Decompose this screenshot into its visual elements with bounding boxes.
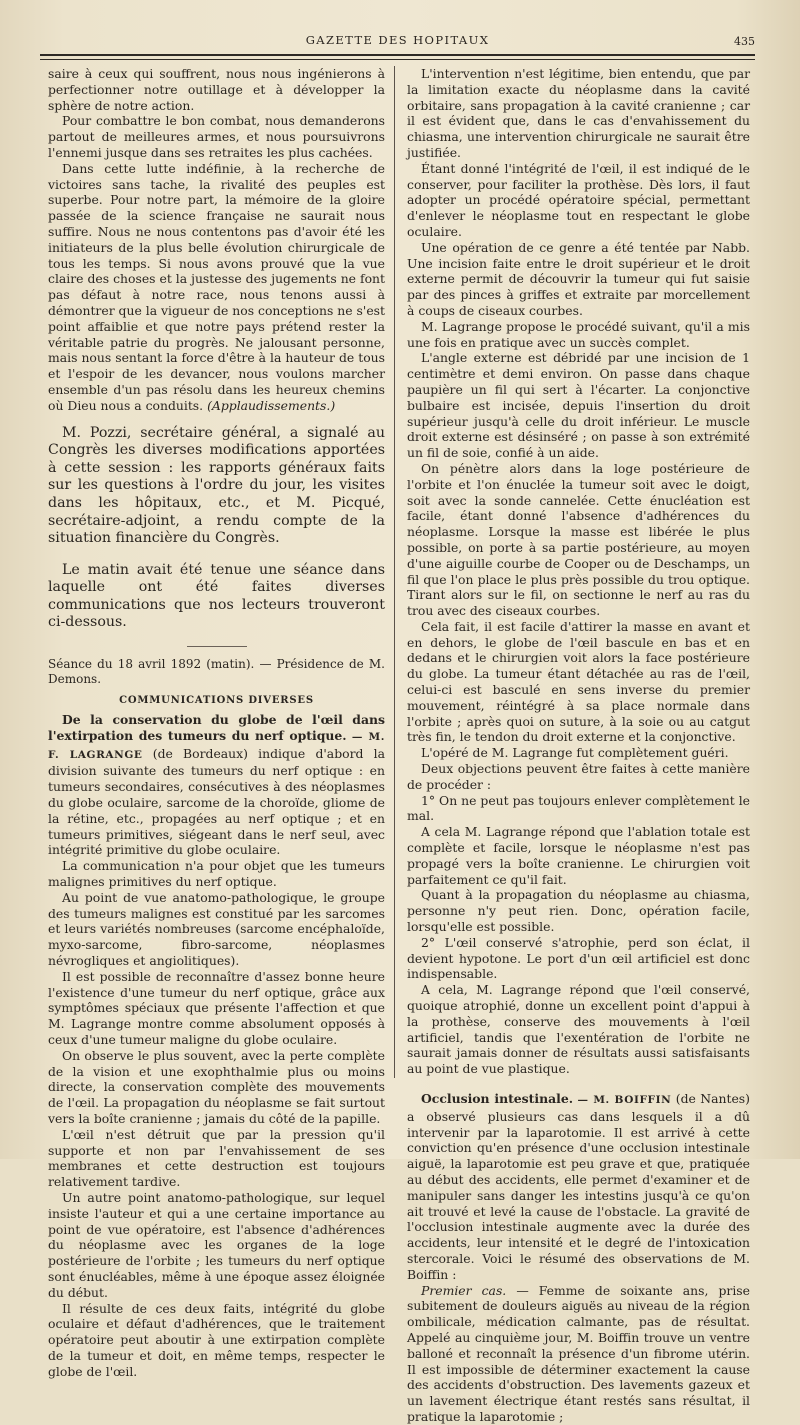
- paragraph: L'opéré de M. Lagrange fut complètement guéri.: [421, 745, 729, 761]
- session-heading: Séance du 18 avril 1892 (matin). — Présidence de M. Demons.: [48, 657, 385, 687]
- paragraph-text: (de Nantes) a observé plusieurs cas dans lesquels il a dû intervenir par la laparotomie. Il est arrivé à cette conviction qu'en présence d'une occlusion intestinale aiguë, la laparotomie est peu grave et que, pratiquée au début des accidents, elle permet d'examiner et de manipuler sans danger les intestins jusqu'à ce qu'on ait trouvé et levé la cause de l'obstacle. La gravité de l'occlusion intestinale augmente avec la durée des accidents, leur intensité et le degré de l'intoxication stercorale. Voici le résumé des observations de M. Boiffin :: [407, 1091, 750, 1282]
- paragraph: M. Lagrange propose le procédé suivant, qu'il a mis une fois en pratique avec un succès complet.: [407, 318, 750, 350]
- paragraph-text: (de Bordeaux) indique d'abord la division suivante des tumeurs du nerf optique : en tumeurs secondaires, consécutives à des néoplasmes du globe oculaire, sarcome de la choroïde, gliome de la rétine, etc., propagées au nerf optique ; et en tumeurs primitives, siégeant dans le nerf seul, avec intégrité primitive du globe oculaire.: [48, 745, 385, 858]
- paragraph: A cela, M. Lagrange répond que l'œil conservé, quoique atrophié, donne un excellent point d'appui à la prothèse, conserve des mouvements à l'œil artificiel, tandis que l'exentération de l'orbite ne saurait jamais donner de résultats aussi satisfaisants au point de vue plastique.: [407, 982, 750, 1077]
- paragraph: Pour combattre le bon combat, nous demanderons partout de meilleures armes, et nous poursuivrons l'ennemi jusque dans ses retraites les plus cachées.: [48, 113, 385, 160]
- journal-title: GAZETTE DES HOPITAUX: [305, 33, 490, 47]
- congress-summary: Le matin avait été tenue une séance dans laquelle ont été faites diverses communications que nos lecteurs trouveront ci-dessous.: [48, 561, 385, 631]
- paragraph: Il est possible de reconnaître d'assez bonne heure l'existence d'une tumeur du nerf optique, grâce aux symptômes spéciaux que présente l'affection et que M. Lagrange montre comme absolument opposés à ceux d'une tumeur maligne du globe oculaire.: [48, 968, 385, 1047]
- paragraph: L'angle externe est débridé par une incision de 1 centimètre et demi environ. On passe dans chaque paupière un fil qui sert à l'écarter. La conjonctive bulbaire est incisée, depuis l'insertion du droit supérieur jusqu'à celle du droit inférieur. Le muscle droit externe est désinséré ; on passe à son extrémité un fil de soie, confié à un aide.: [407, 350, 750, 461]
- paragraph: 1° On ne peut pas toujours enlever complètement le mal.: [407, 792, 750, 824]
- paragraph: L'intervention n'est légitime, bien entendu, que par la limitation exacte du néoplasme dans la cavité orbitaire, sans propagation à la cavité cranienne ; car il est évident que, dans le cas d'envahissement du chiasma, une intervention chirurgicale ne saurait être justifiée.: [407, 66, 750, 160]
- communication-paragraph: [48, 712, 385, 858]
- paragraph: [48, 161, 385, 414]
- communication-author: — M. F. LAGRANGE: [48, 730, 385, 761]
- paragraph: On observe le plus souvent, avec la perte complète de la vision et une exophthalmie plus ou moins directe, la conservation complète des mouvements de l'œil. La propagation du néoplasme se fait surtout vers la boîte cranienne ; jamais du côté de la papille.: [48, 1047, 385, 1126]
- communication-title: De la conservation du globe de l'œil dans l'extirpation des tumeurs du nerf optique.: [48, 712, 385, 743]
- paragraph: Un autre point anatomo-pathologique, sur lequel insiste l'auteur et qui a une certaine importance au point de vue opératoire, est l'absence d'adhérences du néoplasme avec les organes de la loge postérieure de l'orbite ; les tumeurs du nerf optique sont énucléables, même à une époque assez éloignée du début.: [48, 1189, 385, 1300]
- paragraph: 2° L'œil conservé s'atrophie, perd son éclat, il devient hypotone. Le port d'un œil artificiel est donc indispensable.: [407, 934, 750, 982]
- spacer: [407, 1077, 750, 1091]
- paragraph: Quant à la propagation du néoplasme au chiasma, personne n'y peut rien. Donc, opération facile, lorsqu'elle est possible.: [407, 887, 750, 935]
- page-header: [40, 30, 755, 52]
- applause-note: (Applaudissements.): [207, 397, 336, 413]
- paragraph: A cela M. Lagrange répond que l'ablation totale est complète et facile, lorsque le néoplasme n'est pas propagé vers la boîte cranienne. Le chirurgien voit parfaitement ce qu'il fait.: [407, 824, 750, 887]
- paragraph: On pénètre alors dans la loge postérieure de l'orbite et l'on énuclée la tumeur soit avec le doigt, soit avec la sonde cannelée. Cette énucléation est facile, étant donné l'absence d'adhérences du néoplasme. Lorsque la masse est libérée le plus possible, on porte à sa partie postérieure, au moyen d'une aiguille courbe de Cooper ou de Deschamps, un fil que l'on place le plus près possible du trou optique. Tirant alors sur le fil, on sectionne le nerf au ras du trou avec des ciseaux courbes.: [407, 460, 750, 619]
- paragraph-text: — Femme de soixante ans, prise subitement de douleurs aiguës au niveau de la région ombilicale, médication calmante, pas de résultat. Appelé au cinquième jour, M. Boiffin trouve un ventre balloné et reconnaît la présence d'un fibrome utérin. Il est impossible de déterminer exactement la cause des accidents d'obstruction. Des lavements gazeux et un lavement électrique étant restés sans résultat, il pratique la laparotomie ;: [407, 1282, 750, 1424]
- paragraph: saire à ceux qui souffrent, nous nous ingénierons à perfectionner notre outillage et à développer la sphère de notre action.: [48, 66, 385, 113]
- right-column: [407, 66, 750, 1425]
- paragraph-text: Dans cette lutte indéfinie, à la recherche de victoires sans tache, la rivalité des peuples est superbe. Pour notre part, la mémoire de la gloire passée de la science française ne saurait nous suffire. Nous ne nous contentons pas d'avoir été les initiateurs de la plus belle évolution chirurgicale de tous les temps. Si nous avons prouvé que la vue claire des choses et la justesse des jugements ne font pas défaut à notre race, nous tenons aussi à démontrer que la vigueur de nos conceptions ne s'est point affaiblie et que notre pays prétend rester la véritable patrie du progrès. Ne jalousant personne, mais nous sentant la force d'être à la hauteur de tous et l'espoir de les devancer, nous voulons marcher ensemble d'un pas résolu dans les heureux chemins où Dieu nous a conduits.: [48, 160, 385, 413]
- header-rule-thin: [40, 59, 755, 60]
- paragraph: Au point de vue anatomo-pathologique, le groupe des tumeurs malignes est constitué par les sarcomes et leurs variétés nombreuses (sarcome encéphaloïde, myxo-sarcome, fibro-sarcome, néoplasmes névrogliques et angiolitiques).: [48, 889, 385, 969]
- paragraph: L'œil n'est détruit que par la pression qu'il supporte et non par l'envahissement de ses membranes et cette destruction est toujours relativement tardive.: [48, 1126, 385, 1190]
- paragraph: Étant donné l'intégrité de l'œil, il est indiqué de le conserver, pour faciliter la prothèse. Dès lors, il faut adopter un procédé opératoire spécial, permettant d'enlever le néoplasme tout en respectant le globe oculaire.: [407, 160, 750, 239]
- header-rule-thick: [40, 54, 755, 56]
- congress-summary: M. Pozzi, secrétaire général, a signalé au Congrès les diverses modifications apportées à cette session : les rapports généraux faits sur les questions à l'ordre du jour, les visites dans les hôpitaux, etc., et M. Picqué, secrétaire-adjoint, a rendu compte de la situation financière du Congrès.: [48, 424, 385, 547]
- paragraph: Une opération de ce genre a été tentée par Nabb. Une incision faite entre le droit supérieur et le droit externe permit de découvrir la tumeur qui fut saisie par des pinces à griffes et extraite par morcellement à coups de ciseaux courbes.: [407, 239, 750, 318]
- separator-rule: [187, 646, 247, 647]
- paragraph: Cela fait, il est facile d'attirer la masse en avant et en dehors, le globe de l'œil bascule en bas et en dedans et le chirurgien voit alors la face postérieure du globe. La tumeur étant détachée au ras de l'œil, celui-ci est basculé en sens inverse du premier mouvement, réintégré à sa place normale dans l'orbite ; après quoi on suture, à la soie ou au catgut très fin, le tendon du droit externe et la conjonctive.: [407, 618, 750, 745]
- case-paragraph: [407, 1283, 750, 1425]
- column-divider: [394, 66, 395, 1078]
- case-label: Premier cas.: [421, 1282, 507, 1298]
- communication-author: — M. BOIFFIN: [577, 1094, 672, 1106]
- paragraph: Deux objections peuvent être faites à cette manière de procéder :: [407, 761, 750, 792]
- page-number: 435: [734, 35, 755, 48]
- section-title: COMMUNICATIONS DIVERSES: [119, 695, 314, 707]
- communication-title: Occlusion intestinale.: [421, 1091, 574, 1106]
- paragraph: Il résulte de ces deux faits, intégrité du globe oculaire et défaut d'adhérences, que le traitement opératoire peut aboutir à une extirpation complète de la tumeur et doit, en même temps, respecter le globe de l'œil.: [48, 1300, 385, 1379]
- communication-paragraph: [407, 1091, 750, 1283]
- left-column: [48, 66, 385, 1380]
- paragraph: La communication n'a pour objet que les tumeurs malignes primitives du nerf optique.: [48, 858, 385, 890]
